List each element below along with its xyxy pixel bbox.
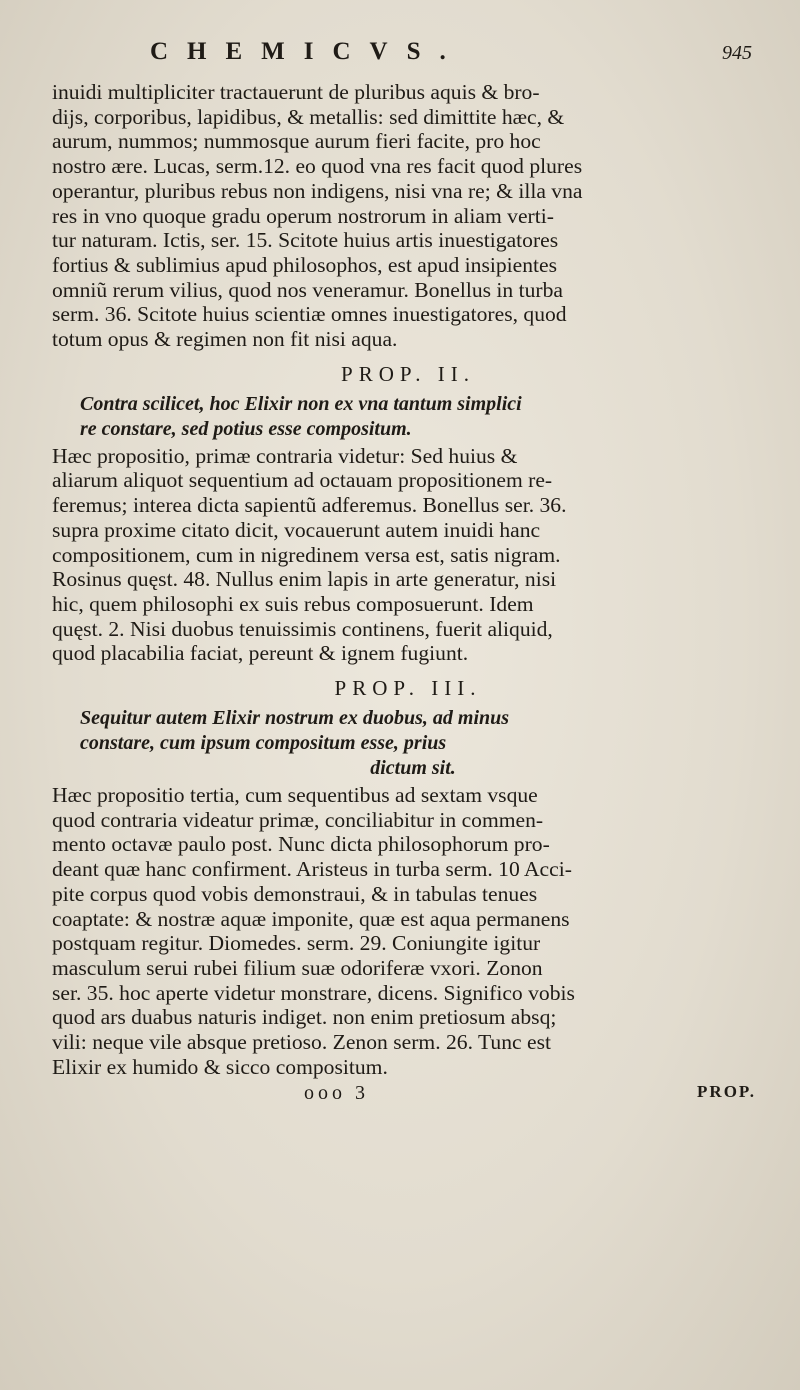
running-head [0, 38, 800, 72]
page-number: 945 [722, 42, 752, 64]
statement-line: Sequitur autem Elixir nostrum ex duobus, ad minus [80, 707, 510, 730]
text-line: quod placabilia faciat, pereunt & ignem fugiunt. [52, 641, 469, 666]
text-line: nostro ære. Lucas, serm.12. eo quod vna res facit quod plures [52, 154, 583, 179]
signature-mark: ooo 3 [304, 1081, 369, 1104]
catchword: PROP. [697, 1081, 756, 1101]
prop-3-body [52, 783, 764, 1079]
prop-3-statement [52, 706, 764, 781]
text-line: omniũ rerum vilius, quod nos veneramur. Bonellus in turba [52, 277, 563, 302]
statement-line: constare, cum ipsum compositum esse, prius [80, 732, 447, 755]
text-line: Hæc propositio tertia, cum sequentibus ad sextam vsque [52, 783, 538, 808]
text-line: fortius & sublimius apud philosophos, est apud insipientes [52, 252, 558, 277]
text-line: inuidi multipliciter tractauerunt de pluribus aquis & bro- [52, 80, 540, 104]
text-line: hic, quem philosophi ex suis rebus composuerunt. Idem [52, 591, 534, 616]
text-line: aliarum aliquot sequentium ad octauam propositionem re- [52, 468, 553, 493]
text-line: quod ars duabus naturis indiget. non enim pretiosum absq; [52, 1005, 557, 1030]
text-line: dijs, corporibus, lapidibus, & metallis: sed dimittite hæc, & [52, 104, 565, 129]
text-line: ser. 35. hoc aperte videtur monstrare, dicens. Significo vobis [52, 980, 575, 1005]
prop-2-body [52, 444, 764, 666]
text-line: quęst. 2. Nisi duobus tenuissimis continens, fuerit aliquid, [52, 616, 553, 641]
text-line: deant quæ hanc confirment. Aristeus in turba serm. 10 Acci- [52, 857, 572, 882]
paragraph-1 [52, 80, 764, 352]
text-line: aurum, nummos; nummosque aurum fieri facite, pro hoc [52, 129, 541, 154]
text-line: totum opus & regimen non fit nisi aqua. [52, 327, 398, 352]
running-title: CHEMICVS. [150, 38, 465, 65]
statement-line: re constare, sed potius esse compositum. [80, 417, 412, 440]
text-line: vili: neque vile absque pretioso. Zenon serm. 26. Tunc est [52, 1030, 551, 1055]
statement-line: dictum sit. [370, 757, 456, 780]
prop-3-heading: PROP. III. [334, 676, 482, 701]
text-line: pite corpus quod vobis demonstraui, & in tabulas tenues [52, 881, 538, 906]
text-line: compositionem, cum in nigredinem versa est, satis nigram. [52, 542, 561, 567]
text-line: Hæc propositio, primæ contraria videtur: Sed huius & [52, 443, 518, 468]
text-line: supra proxime citato dicit, vocauerunt autem inuidi hanc [52, 517, 541, 542]
text-line: operantur, pluribus rebus non indigens, nisi vna re; & illa vna [52, 178, 583, 203]
text-line: serm. 36. Scitote huius scientiæ omnes inuestigatores, quod [52, 302, 567, 327]
text-line: tur naturam. Ictis, ser. 15. Scitote huius artis inuestigatores [52, 228, 559, 253]
page-footer [52, 1082, 764, 1112]
text-line: Rosinus quęst. 48. Nullus enim lapis in arte generatur, nisi [52, 567, 557, 592]
text-line: feremus; interea dicta sapientũ adferemus. Bonellus ser. 36. [52, 493, 567, 518]
prop-2-heading: PROP. II. [341, 361, 475, 386]
prop-2-statement [52, 392, 764, 442]
text-line: postquam regitur. Diomedes. serm. 29. Coniungite igitur [52, 931, 541, 956]
text-block [52, 80, 764, 1112]
text-line: mento octavæ paulo post. Nunc dicta philosophorum pro- [52, 832, 550, 857]
text-line: masculum serui rubei filium suæ odoriferæ vxori. Zonon [52, 955, 543, 980]
text-line: coaptate: & nostræ aquæ imponite, quæ est aqua permanens [52, 906, 570, 931]
text-line: quod contraria videatur primæ, conciliabitur in commen- [52, 807, 544, 832]
text-line: res in vno quoque gradu operum nostrorum in aliam verti- [52, 203, 554, 228]
text-line: Elixir ex humido & sicco compositum. [52, 1054, 388, 1079]
statement-line: Contra scilicet, hoc Elixir non ex vna tantum simplici [80, 392, 522, 415]
